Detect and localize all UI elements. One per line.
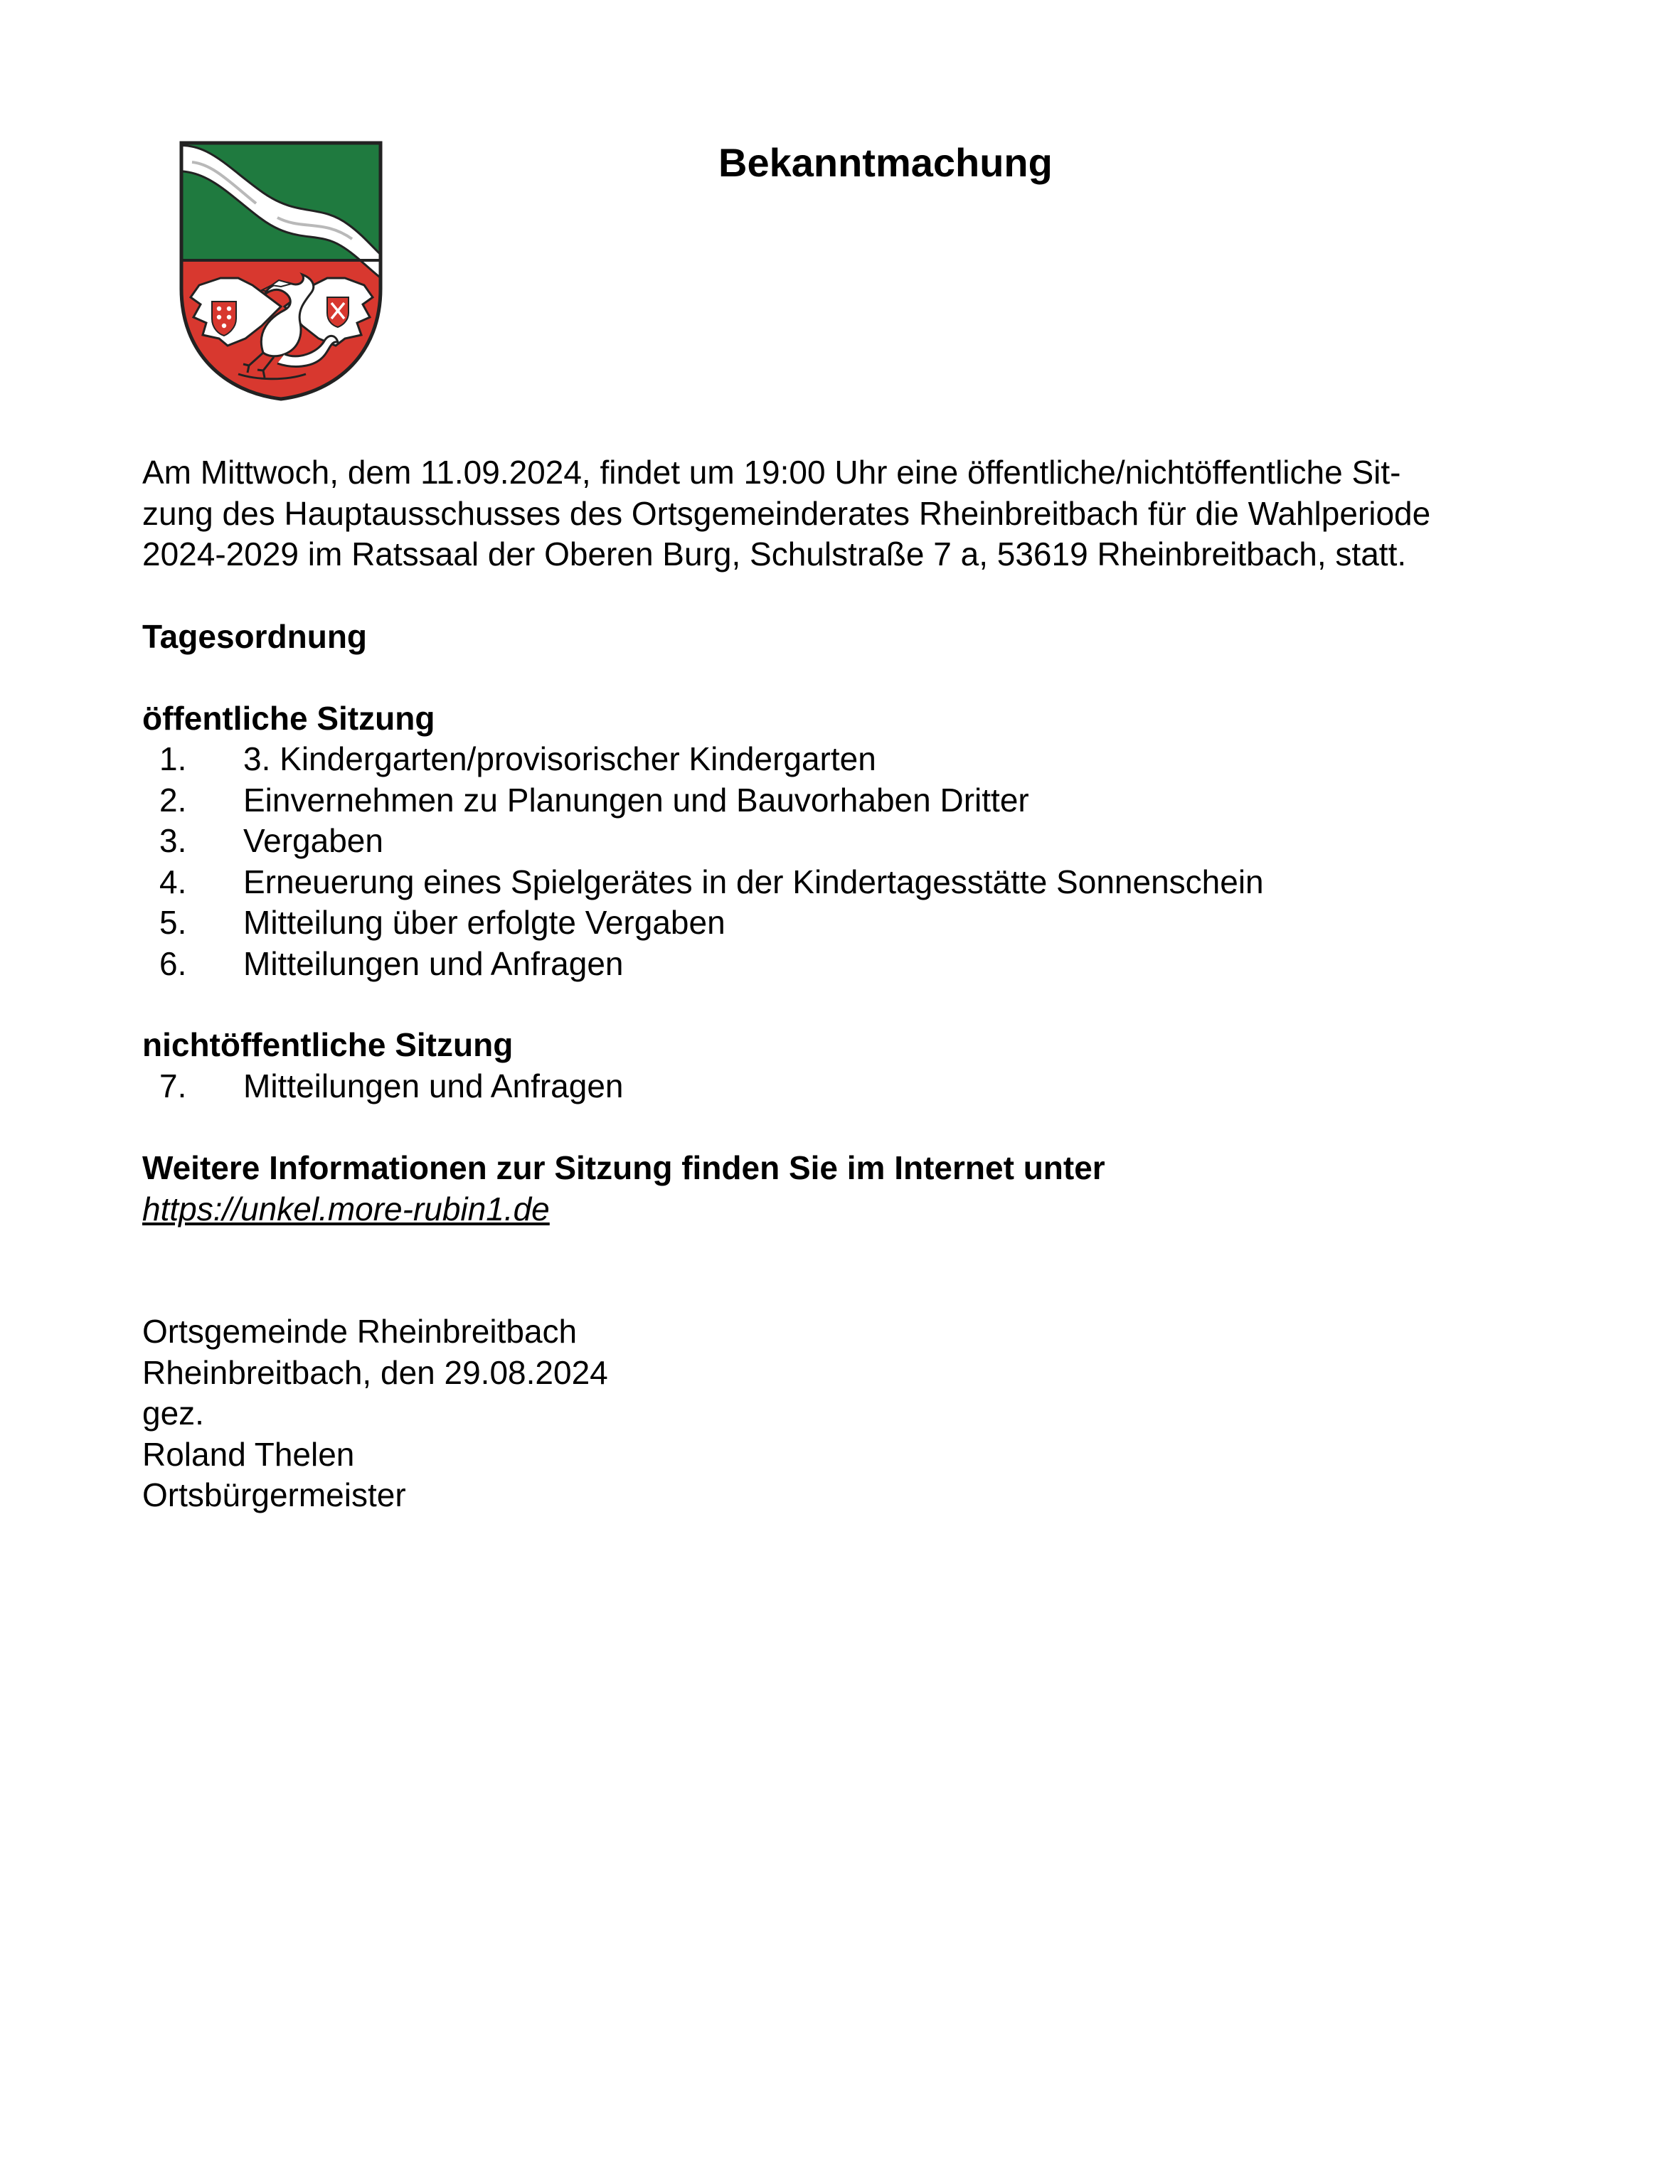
agenda-item-text: Erneuerung eines Spielgerätes in der Kindertagesstätte Sonnenschein (243, 863, 1264, 900)
nonpublic-session-heading: nichtöffentliche Sitzung (142, 1026, 514, 1063)
agenda-item-number: 4. (159, 863, 187, 900)
intro-line: Am Mittwoch, dem 11.09.2024, findet um 19:00 Uhr eine öffentliche/nichtöffentliche Sit- (142, 454, 1401, 491)
agenda-item-text: Mitteilung über erfolgte Vergaben (243, 904, 725, 941)
agenda-item-number: 2. (159, 781, 187, 819)
signature-line: Rheinbreitbach, den 29.08.2024 (142, 1353, 608, 1391)
info-heading: Weitere Informationen zur Sitzung finden Sie im Internet unter (142, 1149, 1105, 1186)
agenda-item-text: Einvernehmen zu Planungen und Bauvorhaben Dritter (243, 781, 1029, 819)
agenda-item-text: Vergaben (243, 822, 383, 859)
agenda-item-number: 6. (159, 944, 187, 982)
agenda-item-text: Mitteilungen und Anfragen (243, 944, 624, 982)
intro-line: zung des Hauptausschusses des Ortsgemeinderates Rheinbreitbach für die Wahlperiode (142, 494, 1431, 532)
coat-of-arms-image (178, 139, 384, 403)
agenda-item-text: Mitteilungen und Anfragen (243, 1067, 624, 1104)
info-link[interactable]: https://unkel.more-rubin1.de (142, 1190, 550, 1227)
agenda-item-text: 3. Kindergarten/provisorischer Kindergarten (243, 740, 876, 777)
signature-line: Roland Thelen (142, 1435, 355, 1473)
agenda-item-number: 7. (159, 1067, 187, 1104)
intro-paragraph (142, 452, 1565, 575)
agenda-item-number: 1. (159, 740, 187, 777)
signature-line: gez. (142, 1395, 204, 1432)
agenda-item-number: 5. (159, 904, 187, 941)
page-title: Bekanntmachung (718, 140, 1053, 185)
signature-block (142, 1311, 608, 1516)
public-session-heading: öffentliche Sitzung (142, 700, 435, 737)
intro-line: 2024-2029 im Ratssaal der Oberen Burg, Schulstraße 7 a, 53619 Rheinbreitbach, statt. (142, 536, 1407, 572)
agenda-item-number: 3. (159, 822, 187, 859)
signature-line: Ortsgemeinde Rheinbreitbach (142, 1313, 578, 1350)
agenda-heading: Tagesordnung (142, 618, 368, 655)
signature-line: Ortsbürgermeister (142, 1476, 406, 1513)
